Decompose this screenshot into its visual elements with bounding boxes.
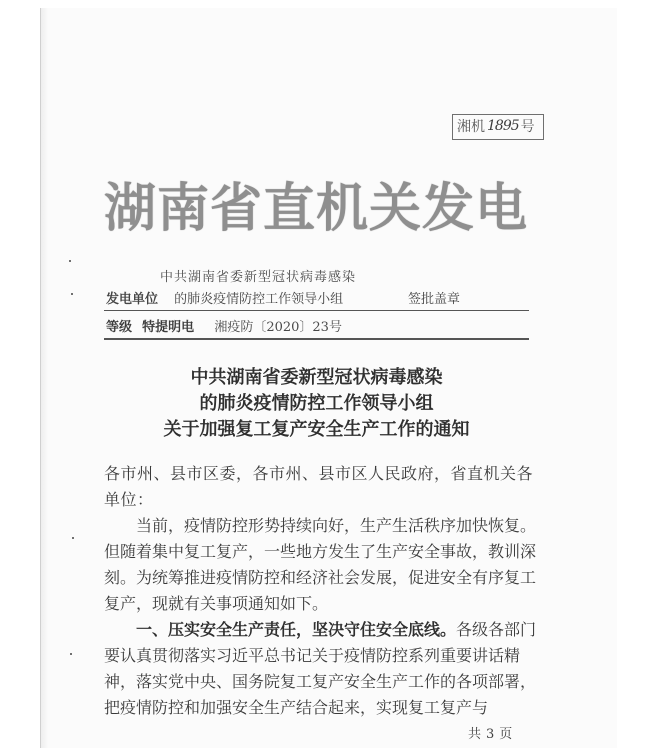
addressee: 各市州、县市区委，各市州、县市区人民政府，省直机关各单位：: [104, 464, 534, 509]
page-count-suffix: 页: [499, 727, 513, 742]
scan-speck: [70, 653, 72, 655]
document-number: 湘疫防〔2020〕23号: [214, 320, 342, 335]
serial-prefix: 湘机: [457, 119, 485, 135]
scan-speck: [72, 537, 74, 539]
document-header-title: 湖南省直机关发电: [104, 179, 529, 239]
page-count: [468, 723, 512, 742]
grade-label: 等级: [106, 320, 133, 335]
issuer-label: 发电单位: [106, 292, 159, 307]
header-divider-top: [104, 310, 529, 311]
section-1: [104, 617, 538, 721]
notice-title-line-2: 的肺炎疫情防控工作领导小组: [199, 393, 434, 414]
issuer-line-2: 的肺炎疫情防控工作领导小组: [174, 292, 344, 307]
section-1-text: 各级各部门要认真贯彻落实习近平总书记关于疫情防控系列重要讲话精神，落实党中央、国务院复工复产安全生产工作的各项部署，把疫情防控和加强安全生产结合起来，实现复工复产与: [104, 620, 537, 717]
notice-title: [104, 365, 529, 443]
serial-number-stamp: [452, 114, 544, 140]
notice-body: [104, 461, 538, 721]
classification-row: [106, 316, 536, 335]
handwritten-serial-number: 1895: [487, 118, 519, 134]
sign-approval-label: 签批盖章: [408, 292, 461, 307]
notice-title-line-3: 关于加强复工复产安全生产工作的通知: [163, 419, 470, 440]
notice-title-line-1: 中共湖南省委新型冠状病毒感染: [190, 367, 443, 388]
scan-speck: [69, 260, 71, 262]
page-count-prefix: 共: [468, 727, 482, 742]
issuer-line-1: 中共湖南省委新型冠状病毒感染: [160, 270, 357, 285]
section-1-heading: 一、压实安全生产责任，坚决守住安全底线。: [136, 620, 457, 639]
serial-suffix: 号: [520, 119, 535, 135]
header-divider-bottom: [104, 338, 529, 340]
body-paragraph-1: 当前，疫情防控形势持续向好，生产生活秩序加快恢复。但随着集中复工复产，一些地方发生了生产安全事故，教训深刻。为统筹推进疫情防控和经济社会发展，促进安全有序复工复产，现就有关事项通知如下。: [104, 516, 537, 613]
grade-value: 特提明电: [142, 320, 195, 335]
scan-speck: [71, 293, 73, 295]
issuer-row: [106, 288, 536, 307]
page-count-number: 3: [486, 727, 495, 742]
